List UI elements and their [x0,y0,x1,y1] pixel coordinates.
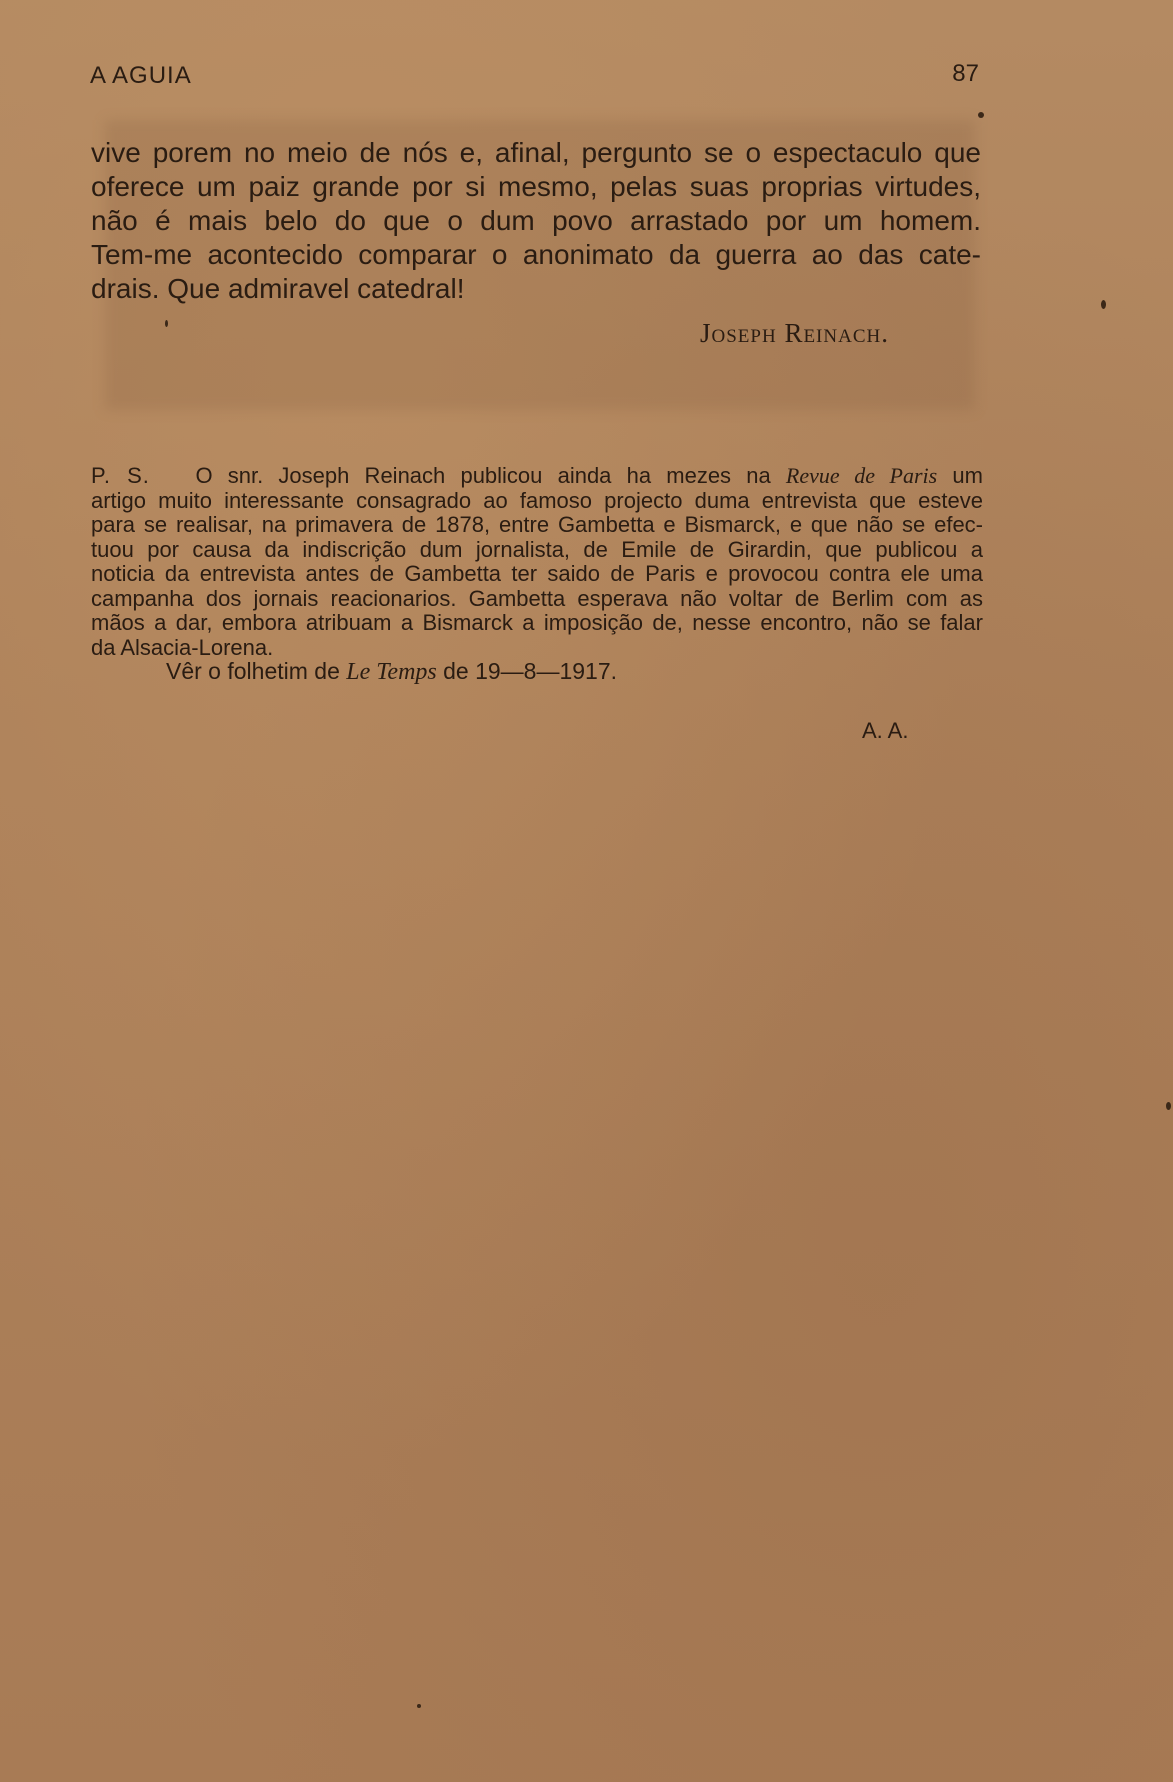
paper-speck [417,1704,421,1708]
running-title: A AGUIA [90,62,192,89]
paper-speck [1166,1102,1171,1110]
postscript-line: noticia da entrevista antes de Gambetta ter saido de Paris e provocou contra ele uma [91,561,983,586]
newspaper-title: Le Temps [346,659,437,685]
paper-speck [1101,300,1106,309]
paper-speck [165,320,168,327]
main-paragraph [91,136,981,306]
postscript-line: tuou por causa da indiscrição dum jornalista, de Emile de Girardin, que publicou a [91,536,983,562]
body-line: Tem-me acontecido comparar o anonimato da guerra ao das cate- [91,239,981,270]
reference-text: Vêr o folhetim de [166,658,340,684]
page-number: 87 [952,60,979,87]
postscript-label: P. S. [91,463,150,488]
reference-date: de 19—8—1917. [443,658,618,684]
postscript-text: O snr. Joseph Reinach publicou ainda ha mezes na [195,463,771,488]
page-header [84,60,979,100]
journal-title: Revue de Paris [785,463,938,488]
postscript-line: para se realisar, na primavera de 1878, entre Gambetta e Bismarck, e que não se efec- [91,512,983,537]
author-initials: A. A. [862,718,909,743]
body-line: oferece um paiz grande por si mesmo, pelas suas proprias virtudes, [91,171,981,202]
postscript-line: campanha dos jornais reacionarios. Gambetta esperava não voltar de Berlim com as [91,585,983,611]
postscript [91,464,983,660]
signature: Joseph Reinach. [700,318,889,348]
postscript-line [91,464,983,489]
postscript-line: mãos a dar, embora atribuam a Bismarck a imposição de, nesse encontro, não se falar [91,610,983,635]
body-line: não é mais belo do que o dum povo arrastado por um homem. [91,205,981,236]
postscript-line: da Alsacia-Lorena. [91,634,274,660]
reference-note [166,658,617,686]
paper-speck [978,112,984,118]
body-line: vive porem no meio de nós e, afinal, pergunto se o espectaculo que [91,137,981,168]
postscript-line: artigo muito interessante consagrado ao famoso projecto duma entrevista que esteve [91,487,983,513]
body-line: drais. Que admiravel catedral! [91,273,465,304]
postscript-text: um [952,463,983,488]
